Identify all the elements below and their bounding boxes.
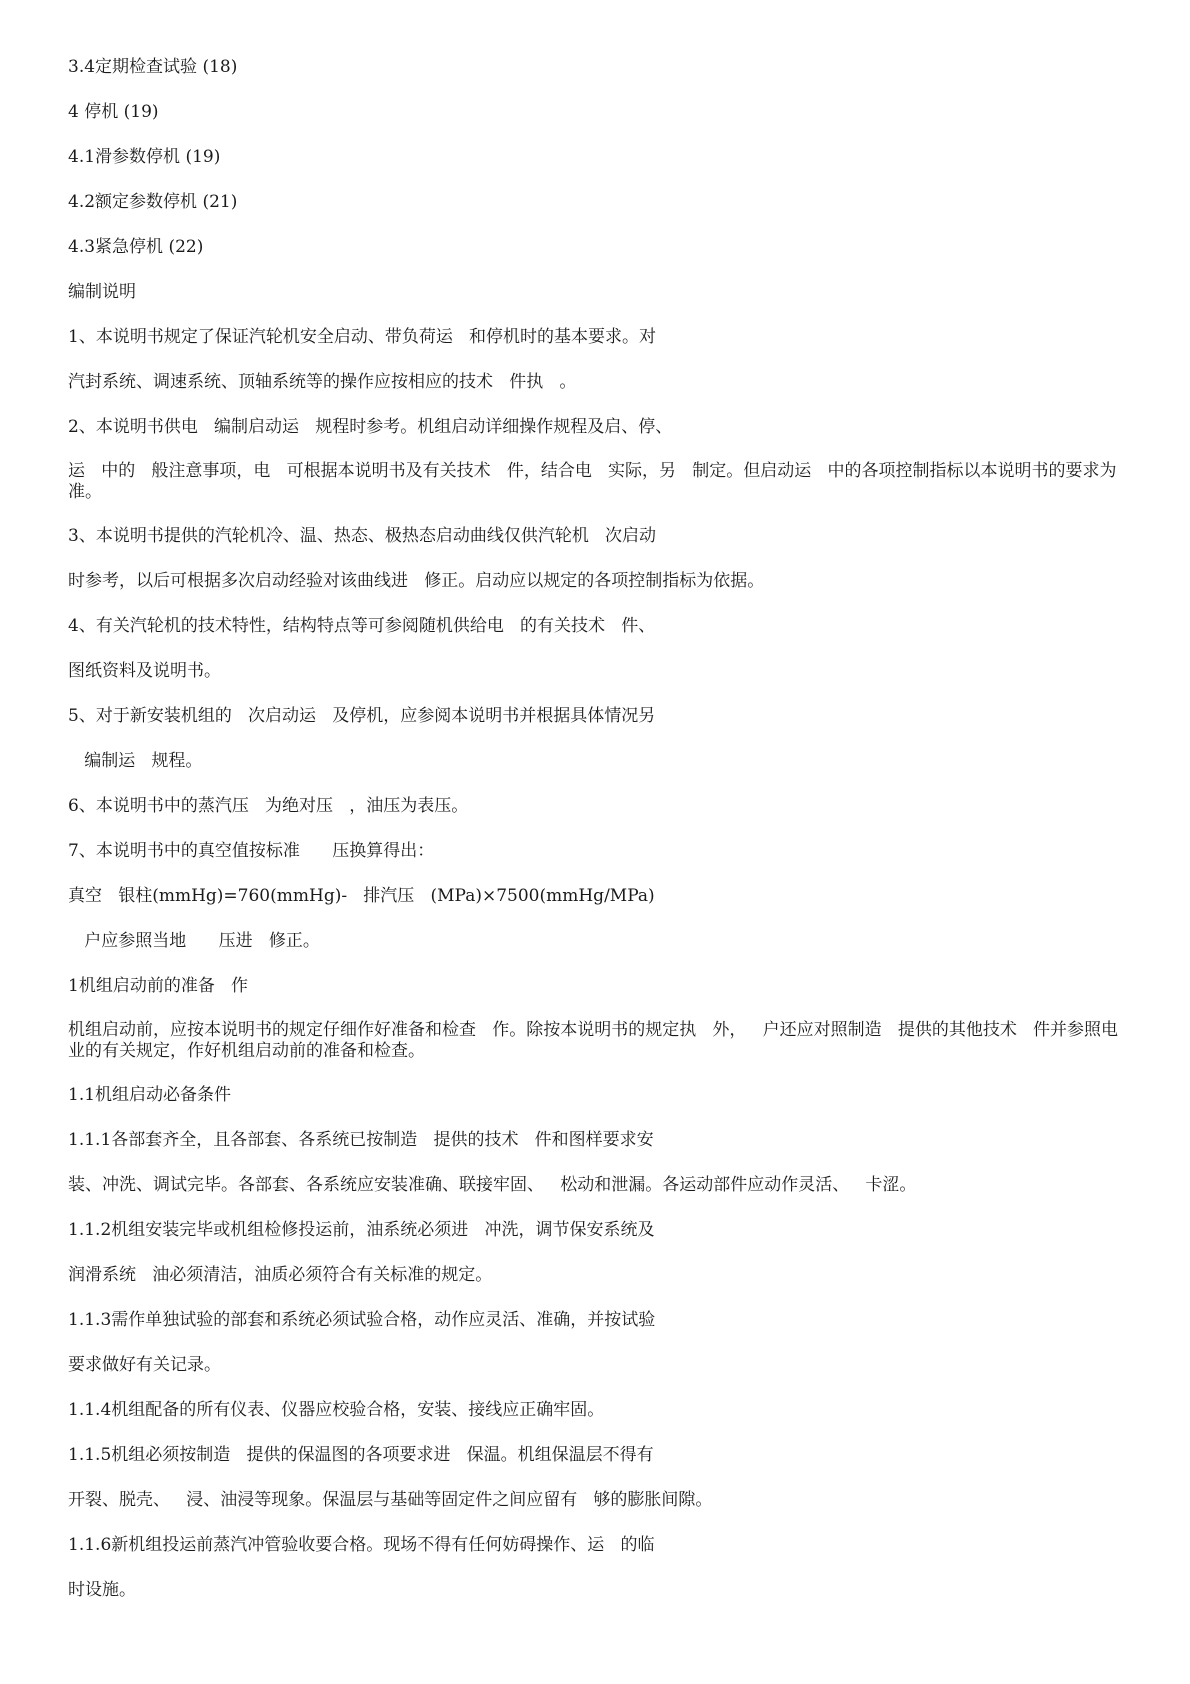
paragraph: 1.1.4机组配备的所有仪表、仪器应校验合格，安装、接线应正确牢固。 — [68, 1400, 605, 1420]
paragraph: 2、本说明书供电 编制启动运 规程时参考。机组启动详细操作规程及启、停、 — [68, 417, 673, 437]
paragraph: 润滑系统 油必须清洁，油质必须符合有关标准的规定。 — [68, 1265, 493, 1285]
paragraph: 编制运 规程。 — [68, 751, 203, 771]
paragraph: 汽封系统、调速系统、顶轴系统等的操作应按相应的技术 件执 。 — [68, 372, 577, 392]
section-heading-1: 1机组启动前的准备 作 — [68, 976, 249, 996]
toc-entry-4-1: 4.1滑参数停机 (19) — [68, 147, 221, 167]
paragraph: 时参考，以后可根据多次启动经验对该曲线进 修正。启动应以规定的各项控制指标为依据。 — [68, 571, 765, 591]
toc-entry-4-2: 4.2额定参数停机 (21) — [68, 192, 238, 212]
paragraph: 户应参照当地 压进 修正。 — [68, 931, 320, 951]
formula-line: 真空 银柱(mmHg)=760(mmHg)- 排汽压 (MPa)×7500(mmHg/MPa) — [68, 886, 655, 906]
paragraph: 1.1.6新机组投运前蒸汽冲管验收要合格。现场不得有任何妨碍操作、运 的临 — [68, 1535, 655, 1555]
paragraph: 7、本说明书中的真空值按标准 压换算得出： — [68, 841, 435, 861]
paragraph: 1.1.3需作单独试验的部套和系统必须试验合格，动作应灵活、准确，并按试验 — [68, 1310, 656, 1330]
paragraph: 时设施。 — [68, 1580, 136, 1600]
toc-entry-4-3: 4.3紧急停机 (22) — [68, 237, 204, 257]
section-heading-preface: 编制说明 — [68, 282, 136, 302]
paragraph: 运 中的 般注意事项，电 可根据本说明书及有关技术 件，结合电 实际，另 制定。但启动运 中的各项控制指标以本说明书的要求为准。 — [68, 461, 1117, 502]
paragraph: 1.1.1各部套齐全，且各部套、各系统已按制造 提供的技术 件和图样要求安 — [68, 1130, 654, 1150]
toc-entry-4: 4 停机 (19) — [68, 102, 159, 122]
section-heading-1-1: 1.1机组启动必备条件 — [68, 1085, 232, 1105]
paragraph: 6、本说明书中的蒸汽压 为绝对压 ，油压为表压。 — [68, 796, 469, 816]
paragraph: 机组启动前，应按本说明书的规定仔细作好准备和检查 作。除按本说明书的规定执 外， 户还应对照制造 提供的其他技术 件并参照电 业的有关规定，作好机组启动前的准备和检查。 — [68, 1020, 1151, 1061]
paragraph: 1.1.5机组必须按制造 提供的保温图的各项要求进 保温。机组保温层不得有 — [68, 1445, 654, 1465]
paragraph: 1、本说明书规定了保证汽轮机安全启动、带负荷运 和停机时的基本要求。对 — [68, 327, 657, 347]
paragraph: 图纸资料及说明书。 — [68, 661, 221, 681]
paragraph: 3、本说明书提供的汽轮机冷、温、热态、极热态启动曲线仅供汽轮机 次启动 — [68, 526, 657, 546]
paragraph: 4、有关汽轮机的技术特性，结构特点等可参阅随机供给电 的有关技术 件、 — [68, 616, 656, 636]
document-page — [68, 56, 1151, 1624]
toc-entry-3-4: 3.4定期检查试验 (18) — [68, 57, 238, 77]
paragraph: 1.1.2机组安装完毕或机组检修投运前，油系统必须进 冲洗，调节保安系统及 — [68, 1220, 655, 1240]
paragraph: 开裂、脱壳、 浸、油浸等现象。保温层与基础等固定件之间应留有 够的膨胀间隙。 — [68, 1490, 713, 1510]
paragraph: 5、对于新安装机组的 次启动运 及停机，应参阅本说明书并根据具体情况另 — [68, 706, 656, 726]
paragraph: 要求做好有关记录。 — [68, 1355, 221, 1375]
paragraph: 装、冲洗、调试完毕。各部套、各系统应安装准确、联接牢固、 松动和泄漏。各运动部件应动作灵活、 卡涩。 — [68, 1175, 917, 1195]
